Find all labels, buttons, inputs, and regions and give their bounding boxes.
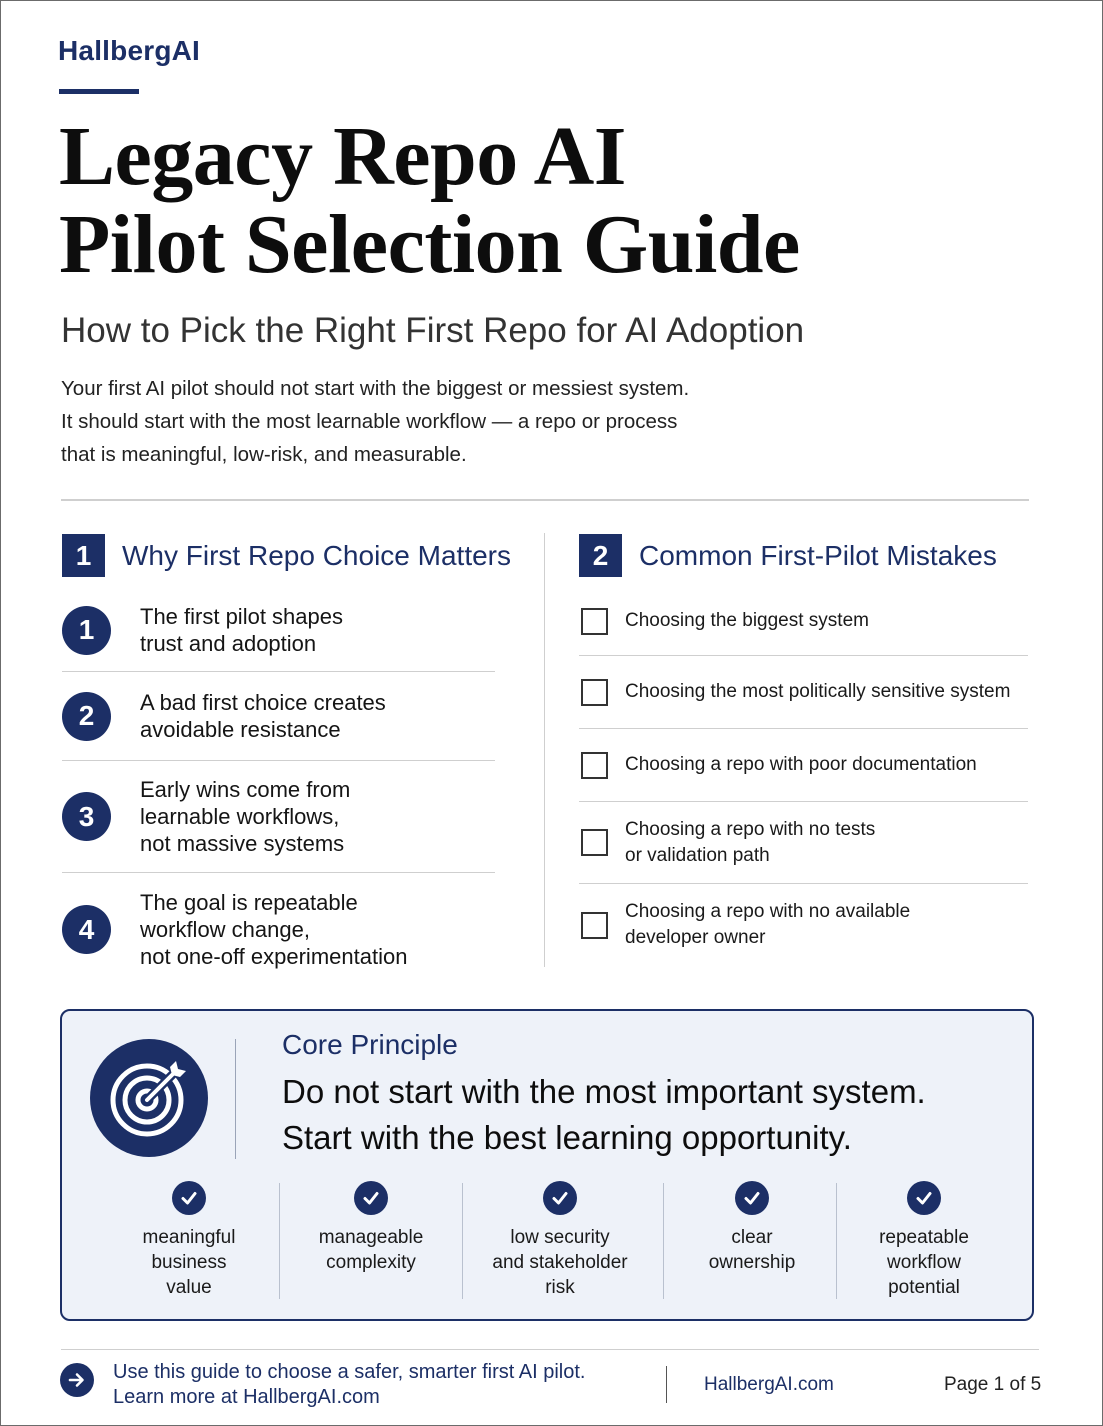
criterion-label [143, 1225, 236, 1300]
text-line: value [166, 1277, 212, 1298]
list-item [62, 672, 495, 761]
text-line: workflow [887, 1252, 961, 1273]
number-circle: 4 [62, 905, 111, 954]
criterion-label [709, 1225, 796, 1275]
footer-divider [61, 1349, 1039, 1350]
criteria-divider [462, 1183, 463, 1299]
criterion-item [480, 1181, 640, 1301]
checklist-item[interactable] [579, 587, 1028, 656]
checkbox[interactable] [581, 679, 608, 706]
core-principle-statement [282, 1069, 926, 1161]
checklist-item-text [625, 899, 910, 951]
text-line: trust and adoption [140, 631, 317, 656]
statement-line: Do not start with the most important system. [282, 1073, 926, 1110]
text-line: workflow change, [140, 917, 310, 942]
footer-separator [666, 1366, 667, 1403]
section-1-header [62, 534, 511, 577]
check-circle-icon [543, 1181, 577, 1215]
text-line: Choosing a repo with no tests [625, 818, 876, 840]
text-line: learnable workflows, [140, 804, 340, 829]
text-line: avoidable resistance [140, 717, 341, 742]
brand-logo: HallbergAI [58, 35, 201, 66]
criterion-item [682, 1181, 822, 1301]
text-line: The first pilot shapes [140, 604, 343, 629]
core-principle-panel [60, 1009, 1034, 1321]
text-line: The goal is repeatable [140, 890, 358, 915]
check-circle-icon [354, 1181, 388, 1215]
text-line: potential [888, 1277, 960, 1298]
criteria-divider [663, 1183, 664, 1299]
criterion-label [492, 1225, 627, 1300]
section-number-badge: 2 [579, 534, 622, 577]
number-circle: 2 [62, 692, 111, 741]
footer-call-to-action [113, 1360, 585, 1410]
criterion-label [319, 1225, 424, 1275]
checklist-item-text [625, 679, 1010, 705]
checkbox[interactable] [581, 829, 608, 856]
text-line: manageable [318, 1227, 424, 1248]
list-item [62, 589, 495, 672]
check-circle-icon [172, 1181, 206, 1215]
text-line: A bad first choice creates [140, 690, 386, 715]
list-item-text [140, 776, 350, 857]
text-line: complexity [326, 1252, 416, 1273]
text-line: Choosing the biggest system [625, 610, 869, 631]
why-list [62, 589, 495, 986]
checklist-item-text [625, 752, 977, 778]
section-title: Common First-Pilot Mistakes [639, 539, 997, 571]
checkbox[interactable] [581, 608, 608, 635]
section-2-header [579, 534, 997, 577]
section-title: Why First Repo Choice Matters [122, 539, 511, 571]
page-title [59, 110, 800, 291]
page-subtitle: How to Pick the Right First Repo for AI Adoption [61, 311, 805, 350]
text-line: Choosing a repo with no available [625, 901, 911, 922]
list-item-text [140, 689, 386, 743]
brand-underline [59, 89, 139, 94]
number-circle: 1 [62, 606, 111, 655]
list-item [62, 873, 495, 986]
intro-line: It should start with the most learnable workflow — a repo or process [61, 410, 678, 433]
criteria-divider [836, 1183, 837, 1299]
check-circle-icon [735, 1181, 769, 1215]
text-line: clear [731, 1227, 773, 1248]
text-line: Choosing the most politically sensitive system [625, 681, 1011, 702]
text-line: business [151, 1252, 227, 1273]
number-circle: 3 [62, 792, 111, 841]
checklist-item-text [625, 817, 875, 869]
text-line: Choosing a repo with poor documentation [625, 754, 977, 775]
list-item-text [140, 889, 407, 970]
core-principle-label: Core Principle [282, 1029, 458, 1060]
intro-paragraph [61, 372, 781, 471]
column-divider [544, 533, 545, 967]
checklist-item[interactable] [579, 656, 1028, 729]
page-number: Page 1 of 5 [944, 1374, 1042, 1395]
text-line: meaningful [142, 1227, 236, 1248]
checklist-item[interactable] [579, 884, 1028, 966]
text-line: not massive systems [140, 831, 345, 856]
checklist-item[interactable] [579, 729, 1028, 802]
check-circle-icon [907, 1181, 941, 1215]
intro-line: that is meaningful, low-risk, and measurable. [61, 443, 467, 466]
arrow-right-icon[interactable] [60, 1363, 94, 1397]
text-line: ownership [708, 1252, 796, 1273]
text-line: Early wins come from [140, 777, 351, 802]
text-line: repeatable [879, 1227, 969, 1248]
text-line: not one-off experimentation [140, 944, 408, 969]
section-divider [61, 499, 1029, 501]
criterion-label [879, 1225, 969, 1300]
cta-link[interactable]: Learn more at HallbergAI.com [113, 1386, 380, 1408]
mistakes-checklist [579, 587, 1028, 966]
criteria-row [62, 1181, 1032, 1301]
text-line: and stakeholder [492, 1252, 628, 1273]
checklist-item[interactable] [579, 802, 1028, 884]
intro-line: Your first AI pilot should not start with the biggest or messiest system. [61, 377, 690, 400]
cta-line: Use this guide to choose a safer, smarter first AI pilot. [113, 1361, 586, 1383]
target-arrow-icon [90, 1039, 208, 1157]
text-line: low security [510, 1227, 610, 1248]
statement-line: Start with the best learning opportunity. [282, 1119, 852, 1156]
list-item-text [140, 603, 343, 657]
text-line: or validation path [625, 844, 770, 866]
title-line-1: Legacy Repo AI [59, 110, 626, 203]
panel-divider [235, 1039, 236, 1159]
text-line: developer owner [625, 927, 766, 948]
footer-website-link[interactable]: HallbergAI.com [704, 1374, 834, 1395]
text-line: risk [545, 1277, 575, 1298]
criterion-item [854, 1181, 994, 1301]
title-line-2: Pilot Selection Guide [59, 198, 800, 291]
checkbox[interactable] [581, 752, 608, 779]
section-number-badge: 1 [62, 534, 105, 577]
list-item [62, 761, 495, 873]
criteria-divider [279, 1183, 280, 1299]
checkbox[interactable] [581, 912, 608, 939]
criterion-item [296, 1181, 446, 1301]
checklist-item-text [625, 608, 869, 634]
criterion-item [124, 1181, 254, 1301]
